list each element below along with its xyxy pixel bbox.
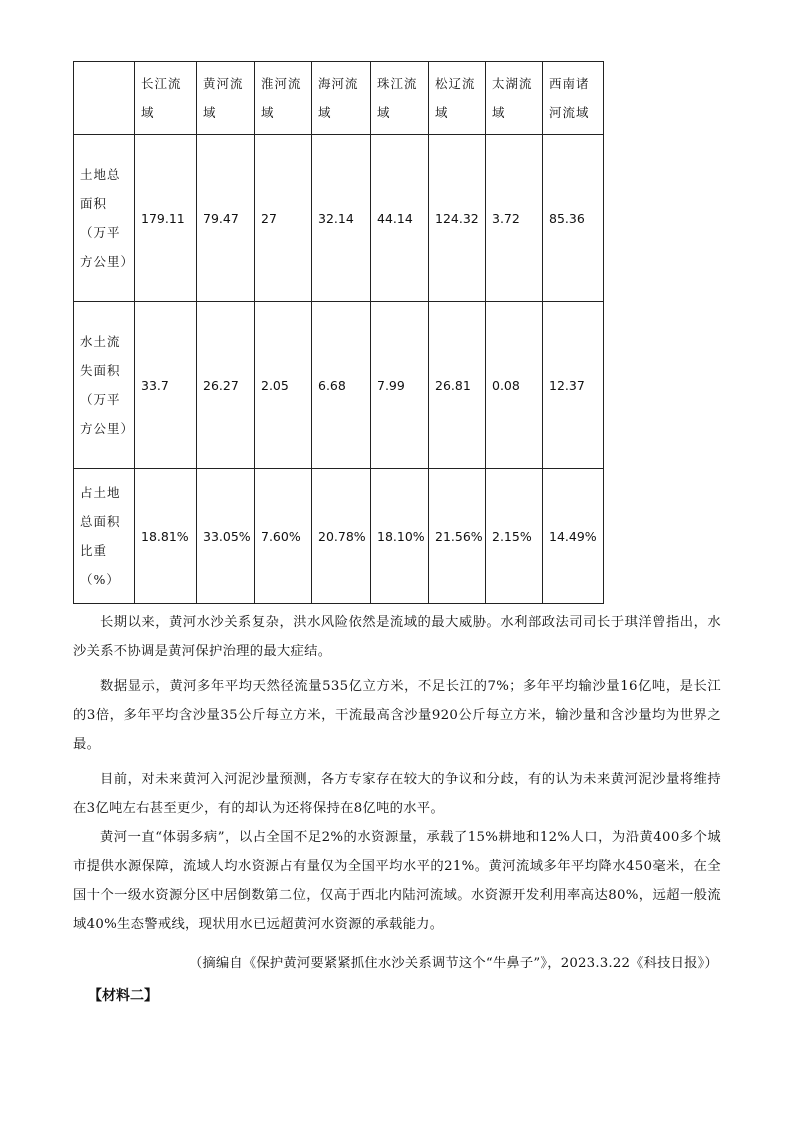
row-label-erosion-area: 水土流失面积（万平方公里） xyxy=(74,302,135,469)
header-cell-changjiang: 长江流域 xyxy=(135,62,197,135)
table-cell: 32.14 xyxy=(312,135,371,302)
paragraph-sediment-forecast: 目前，对未来黄河入河泥沙量预测，各方专家存在较大的争议和分歧，有的认为未来黄河泥沙量将维持在3亿吨左右甚至更少，有的却认为还将保持在8亿吨的水平。 xyxy=(73,772,721,816)
table-cell: 2.05 xyxy=(255,302,312,469)
paragraph-runoff-sediment-data: 数据显示，黄河多年平均天然径流量535亿立方米，不足长江的7%；多年平均输沙量16亿吨，是长江的3倍，多年平均含沙量35公斤每立方米，干流最高含沙量920公斤每立方米，输沙量和含沙量均为世界之最。 xyxy=(73,679,721,752)
material-two-heading: 【材料二】 xyxy=(88,988,158,1004)
table-cell: 2.15% xyxy=(486,469,543,604)
row-label-proportion: 占土地总面积比重（%） xyxy=(74,469,135,604)
table-cell: 33.7 xyxy=(135,302,197,469)
table-cell: 3.72 xyxy=(486,135,543,302)
table-cell: 179.11 xyxy=(135,135,197,302)
table-cell: 0.08 xyxy=(486,302,543,469)
table-row xyxy=(74,469,604,604)
table-cell: 7.60% xyxy=(255,469,312,604)
paragraph-water-resources: 黄河一直“体弱多病”，以占全国不足2%的水资源量，承载了15%耕地和12%人口，为沿黄400多个城市提供水源保障，流域人均水资源占有量仅为全国平均水平的21%。黄河流域多年平均降水450毫米，在全国十个一级水资源分区中居倒数第二位，仅高于西北内陆河流域。水资源开发利用率高达80%，远超一般流域40%生态警戒线，现状用水已远超黄河水资源的承载能力。 xyxy=(73,830,721,932)
table-cell: 6.68 xyxy=(312,302,371,469)
paragraph-flood-risk: 长期以来，黄河水沙关系复杂，洪水风险依然是流域的最大威胁。水利部政法司司长于琪洋曾指出，水沙关系不协调是黄河保护治理的最大症结。 xyxy=(73,615,721,659)
header-cell-taihu: 太湖流域 xyxy=(486,62,543,135)
table-cell: 21.56% xyxy=(429,469,486,604)
table-cell: 26.81 xyxy=(429,302,486,469)
header-cell-empty xyxy=(74,62,135,135)
table-cell: 33.05% xyxy=(197,469,255,604)
table-row xyxy=(74,302,604,469)
table-cell: 26.27 xyxy=(197,302,255,469)
header-cell-xinan: 西南诸河流域 xyxy=(543,62,604,135)
table-cell: 20.78% xyxy=(312,469,371,604)
table-cell: 12.37 xyxy=(543,302,604,469)
table-cell: 85.36 xyxy=(543,135,604,302)
table-row xyxy=(74,135,604,302)
row-label-total-area: 土地总面积（万平方公里） xyxy=(74,135,135,302)
header-cell-huaihe: 淮河流域 xyxy=(255,62,312,135)
table-cell: 18.10% xyxy=(371,469,429,604)
river-basin-soil-erosion-table xyxy=(73,61,604,604)
header-cell-huanghe: 黄河流域 xyxy=(197,62,255,135)
table-cell: 124.32 xyxy=(429,135,486,302)
table-header-row xyxy=(74,62,604,135)
table-cell: 79.47 xyxy=(197,135,255,302)
header-cell-songliao: 松辽流域 xyxy=(429,62,486,135)
header-cell-zhujiang: 珠江流域 xyxy=(371,62,429,135)
table-cell: 27 xyxy=(255,135,312,302)
table-cell: 44.14 xyxy=(371,135,429,302)
table-cell: 14.49% xyxy=(543,469,604,604)
table-cell: 7.99 xyxy=(371,302,429,469)
header-cell-haihe: 海河流域 xyxy=(312,62,371,135)
source-citation: （摘编自《保护黄河要紧紧抓住水沙关系调节这个“牛鼻子”》，2023.3.22《科技日报》） xyxy=(188,956,718,971)
table-cell: 18.81% xyxy=(135,469,197,604)
